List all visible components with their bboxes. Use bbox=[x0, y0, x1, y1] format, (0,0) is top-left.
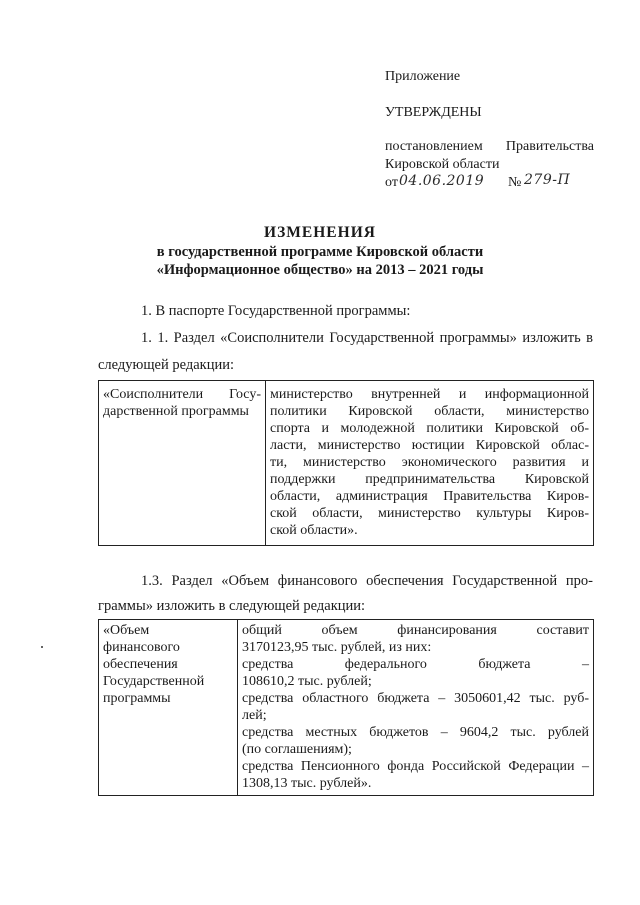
cell-line: лей; bbox=[242, 708, 267, 723]
cell-line: ти, министерство экономического развития и bbox=[270, 455, 589, 470]
appendix-label: Приложение bbox=[385, 69, 461, 84]
cell-line: Государственной bbox=[103, 674, 205, 689]
coexecutors-table bbox=[98, 380, 594, 546]
cell-line: «Объем bbox=[103, 623, 150, 638]
paragraph-1-3-line-1: 1.3. Раздел «Объем финансового обеспечения Государственной про- bbox=[141, 573, 593, 589]
cell-line: обеспечения bbox=[103, 657, 178, 672]
cell-line: ской области, министерство культуры Киров- bbox=[270, 506, 589, 521]
resolution-date-prefix: от bbox=[385, 175, 398, 190]
resolution-line-2: Кировской области bbox=[385, 157, 500, 172]
cell-line: 1308,13 тыс. рублей». bbox=[242, 776, 372, 791]
resolution-number-handwritten: 279-П bbox=[524, 172, 571, 188]
scan-dot bbox=[41, 646, 43, 648]
cell-line: общий объем финансирования составит bbox=[242, 623, 589, 638]
cell-line: средства местных бюджетов – 9604,2 тыс. рублей bbox=[242, 725, 589, 740]
financing-label-cell bbox=[99, 620, 238, 796]
cell-line: финансового bbox=[103, 640, 180, 655]
cell-line: средства Пенсионного фонда Российской Федерации – bbox=[242, 759, 589, 774]
approved-label: УТВЕРЖДЕНЫ bbox=[385, 105, 482, 120]
paragraph-1-1-line-2: следующей редакции: bbox=[98, 357, 235, 373]
resolution-number-prefix: № bbox=[508, 175, 522, 190]
resolution-line-1: постановлением Правительства bbox=[385, 139, 594, 154]
paragraph-1: 1. В паспорте Государственной программы: bbox=[141, 303, 411, 319]
cell-line: средства областного бюджета – 3050601,42 тыс. руб- bbox=[242, 691, 589, 706]
table-row bbox=[99, 620, 594, 796]
paragraph-1-3-line-2: граммы» изложить в следующей редакции: bbox=[98, 598, 366, 614]
cell-line: поддержки предпринимательства Кировской bbox=[270, 472, 589, 487]
coexecutors-value-cell bbox=[266, 381, 594, 546]
financing-value-cell bbox=[238, 620, 594, 796]
resolution-date-handwritten: 04.06.2019 bbox=[399, 173, 485, 189]
cell-line: политики Кировской области, министерство bbox=[270, 404, 589, 419]
cell-line: спорта и молодежной политики Кировской об- bbox=[270, 421, 589, 436]
document-subtitle-line-1: в государственной программе Кировской области bbox=[156, 244, 484, 260]
cell-line: министерство внутренней и информационной bbox=[270, 387, 589, 402]
cell-line: области, администрация Правительства Киров- bbox=[270, 489, 589, 504]
cell-line: 3170123,95 тыс. рублей, из них: bbox=[242, 640, 432, 655]
table-row bbox=[99, 381, 594, 546]
cell-line: дарственной программы bbox=[103, 404, 249, 419]
cell-line: «Соисполнители Госу- bbox=[103, 387, 261, 402]
document-title: ИЗМЕНЕНИЯ bbox=[264, 224, 376, 241]
cell-line: средства федерального бюджета – bbox=[242, 657, 589, 672]
financing-table bbox=[98, 619, 594, 796]
cell-line: программы bbox=[103, 691, 171, 706]
coexecutors-label-cell bbox=[99, 381, 266, 546]
cell-line: ской области». bbox=[270, 523, 358, 538]
cell-line: (по соглашениям); bbox=[242, 742, 352, 757]
document-subtitle-line-2: «Информационное общество» на 2013 – 2021 годы bbox=[156, 262, 484, 278]
cell-line: ласти, министерство юстиции Кировской облас- bbox=[270, 438, 589, 453]
cell-line: 108610,2 тыс. рублей; bbox=[242, 674, 372, 689]
paragraph-1-1-line-1: 1. 1. Раздел «Соисполнители Государственной программы» изложить в bbox=[141, 330, 593, 346]
